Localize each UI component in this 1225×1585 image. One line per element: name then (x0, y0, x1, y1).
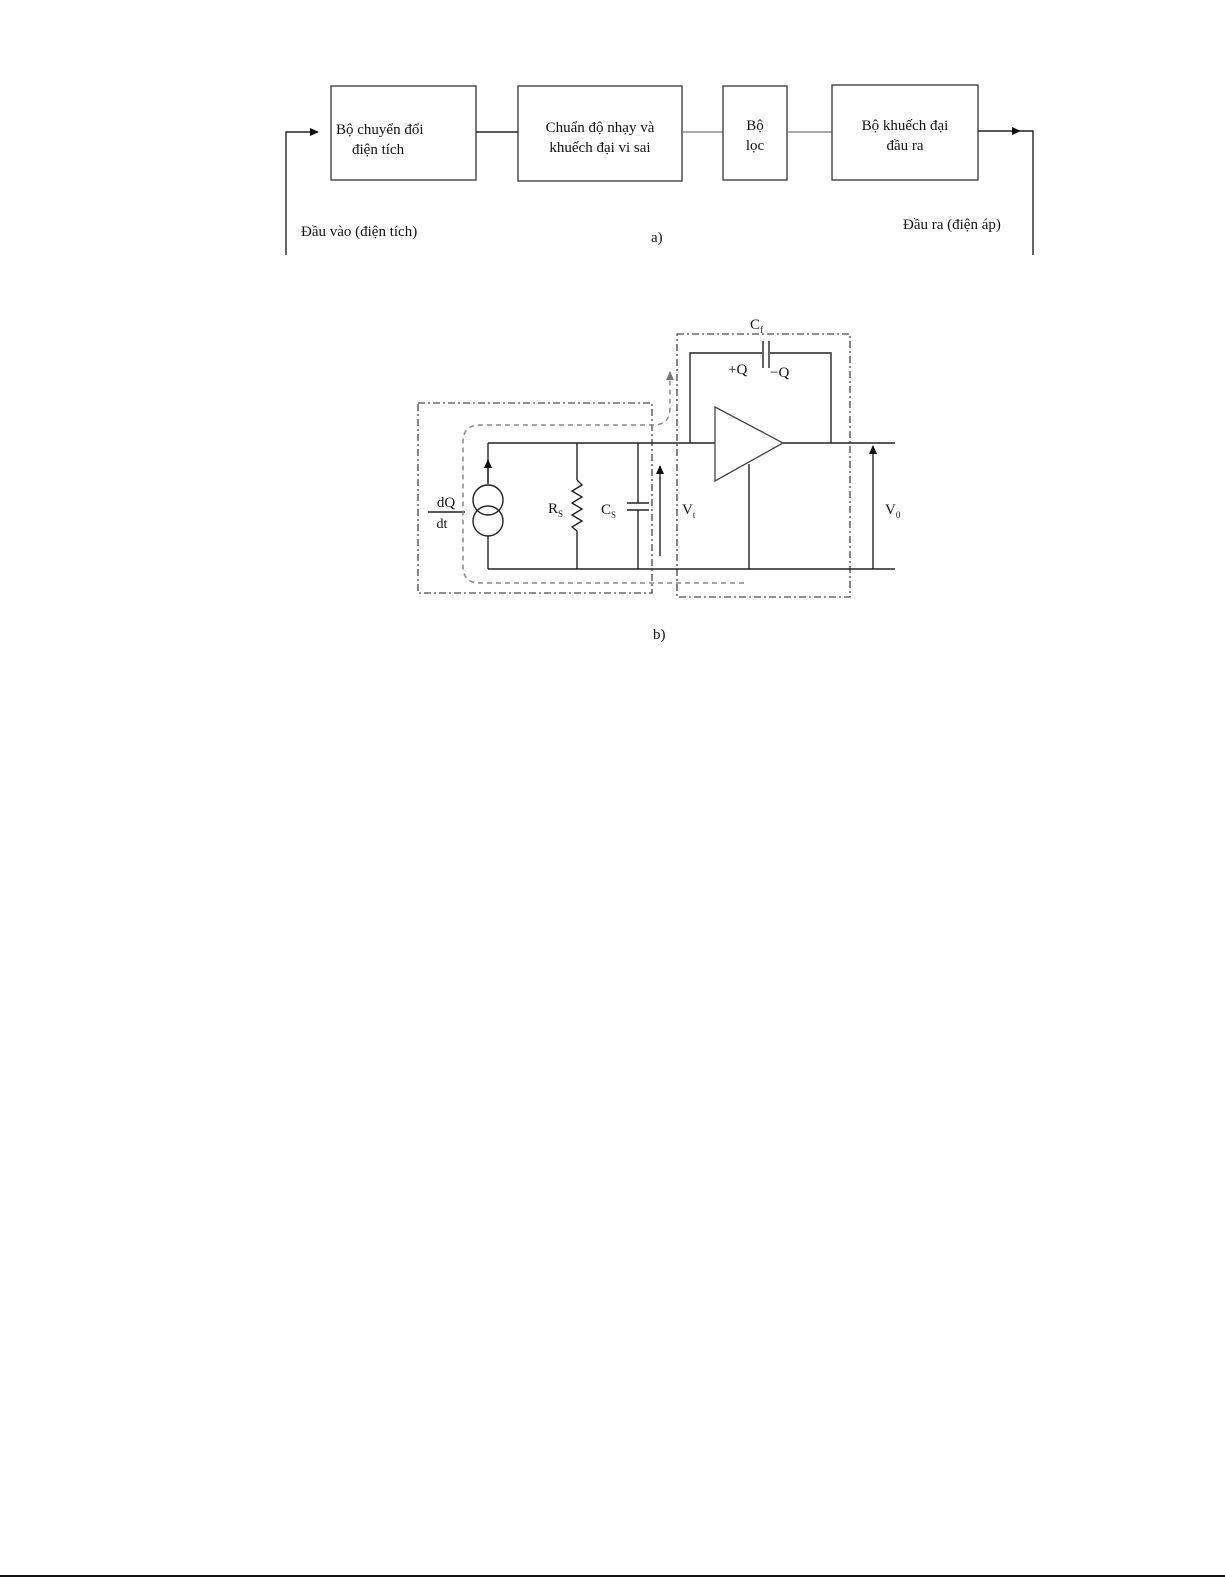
cap-f-label: $C_f$ (750, 317, 764, 335)
vt-label: $V_t$ (682, 502, 696, 520)
resistor-zigzag (572, 480, 582, 531)
amplifier-enclosure (677, 334, 850, 597)
source-label-numerator: dQ (436, 495, 456, 511)
block-1-line-2: điện tích (352, 142, 405, 158)
v0-label: $V_0$ (885, 502, 901, 520)
charge-flow-path (463, 372, 744, 583)
caption-a: a) (651, 230, 663, 246)
minus-q-label: −Q (770, 365, 790, 381)
source-label-denominator: dt (436, 517, 448, 532)
block-3-line-1: Bộ (746, 118, 764, 134)
block-2-line-1: Chuẩn độ nhạy và (545, 120, 655, 136)
block-1-line-1: Bộ chuyển đổi (336, 122, 424, 138)
output-label: Đầu ra (điện áp) (903, 217, 1001, 233)
circuit-diagram-b (418, 317, 901, 643)
block-2-line-2: khuếch đại vi sai (549, 140, 651, 156)
plus-q-label: +Q (728, 362, 748, 378)
block-4-line-2: đầu ra (886, 138, 924, 154)
page-bottom-rule (0, 1575, 1225, 1577)
caption-b: b) (653, 627, 666, 643)
current-source-circle-2 (473, 506, 503, 536)
block-3-line-2: lọc (745, 138, 765, 154)
block-4-line-1: Bộ khuếch đại (861, 118, 949, 134)
cap-s-label: $C_S$ (601, 502, 617, 520)
input-label: Đầu vào (điện tích) (301, 224, 418, 240)
resistor-label: $R_S$ (548, 501, 564, 519)
output-line (1020, 131, 1033, 255)
block-diagram-a (286, 85, 1033, 255)
